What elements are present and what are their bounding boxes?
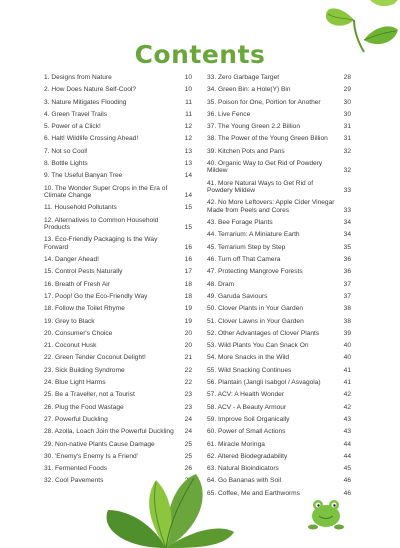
toc-entry-page: 11 — [185, 98, 192, 106]
toc-entry-title: 26. Plug the Food Wastage — [44, 403, 124, 411]
toc-entry — [207, 354, 351, 366]
toc-entry-page: 42 — [343, 391, 351, 399]
toc-entry-title: 50. Clover Plants in Your Garden — [207, 305, 304, 313]
toc-entry-title: 7. Not so Cool! — [44, 147, 88, 155]
toc-entry-title: 53. Wild Plants You Can Snack On — [207, 342, 309, 350]
toc-entry-title: 15. Control Pests Naturally — [44, 268, 123, 276]
toc-left-column — [44, 74, 192, 490]
toc-entry — [44, 441, 192, 453]
toc-entry-title: 63. Natural Bioindicators — [207, 465, 279, 473]
toc-entry-title: 22. Green Tender Coconut Delight! — [44, 354, 146, 362]
toc-entry-page: 30 — [343, 110, 351, 118]
toc-entry — [207, 111, 351, 123]
toc-entry-page: 43 — [343, 428, 351, 436]
toc-entry — [207, 416, 351, 428]
toc-entry-page: 16 — [184, 243, 192, 251]
toc-entry — [207, 74, 351, 86]
toc-entry-title: 65. Coffee, Me and Earthworms — [207, 489, 300, 497]
toc-entry-title: 37. The Young Green 2.2 Billion — [207, 123, 300, 131]
toc-entry — [44, 204, 192, 216]
toc-entry-page: 29 — [343, 86, 351, 94]
toc-entry-page: 14 — [184, 192, 192, 200]
toc-entry — [207, 293, 351, 305]
toc-entry-page: 30 — [343, 98, 351, 106]
toc-entry-page: 36 — [343, 268, 351, 276]
toc-entry-page: 21 — [184, 354, 192, 362]
toc-entry — [207, 318, 351, 330]
toc-entry-page: 37 — [343, 292, 351, 300]
toc-entry — [207, 86, 351, 98]
toc-entry — [44, 342, 192, 354]
toc-entry-title: 44. Terrarium: A Miniature Earth — [207, 231, 300, 239]
toc-entry-title: 38. The Power of the Young Green Billion — [207, 135, 328, 143]
toc-entry-title: 19. Grey to Black — [44, 317, 95, 325]
toc-entry — [44, 172, 192, 184]
toc-entry-title: 60. Power of Small Actions — [207, 428, 286, 436]
toc-entry-page: 46 — [343, 489, 351, 497]
toc-entry-page: 45 — [343, 465, 351, 473]
toc-entry — [207, 123, 351, 135]
toc-entry — [207, 135, 351, 147]
toc-entry-title: 17. Poop! Go the Eco-Friendly Way — [44, 292, 148, 300]
toc-entry-title: 11. Household Pollutants — [44, 204, 117, 212]
toc-entry — [207, 160, 351, 180]
toc-entry — [44, 379, 192, 391]
toc-entry-title: 35. Poison for One, Portion for Another — [207, 98, 321, 106]
toc-entry — [207, 404, 351, 416]
toc-entry-page: 34 — [343, 231, 351, 239]
toc-entry — [207, 305, 351, 317]
toc-entry — [44, 185, 192, 205]
toc-entry-page: 33 — [343, 187, 351, 195]
toc-entry-page: 12 — [184, 123, 192, 131]
toc-entry-page: 37 — [343, 280, 351, 288]
toc-entry-page: 41 — [343, 366, 351, 374]
toc-entry-page: 13 — [184, 160, 192, 168]
toc-entry-page: 20 — [184, 329, 192, 337]
toc-entry-page: 42 — [343, 403, 351, 411]
toc-entry-title: 36. Live Fence — [207, 110, 251, 118]
toc-entry — [207, 256, 351, 268]
toc-entry-title: 27. Powerful Duckling — [44, 415, 108, 423]
toc-entry-title: 47. Protecting Mangrove Forests — [207, 268, 303, 276]
toc-entry — [207, 453, 351, 465]
toc-entry-page: 18 — [184, 292, 192, 300]
toc-entry-page: 23 — [184, 391, 192, 399]
toc-entry-title: 4. Green Travel Trails — [44, 110, 108, 118]
toc-entry-title: 8. Bottle Lights — [44, 160, 88, 168]
toc-entry — [207, 330, 351, 342]
toc-entry-title: 25. Be a Traveller, not a Tourist — [44, 391, 135, 399]
toc-entry-page: 25 — [184, 440, 192, 448]
toc-entry — [44, 148, 192, 160]
toc-entry-title: 55. Wild Snacking Continues — [207, 366, 292, 374]
toc-entry-title: 42. No More Leftovers: Apple Cider Vinegar Made from Peels and Cores — [207, 199, 335, 214]
toc-entry-page: 15 — [184, 224, 192, 232]
toc-entry — [44, 217, 192, 237]
toc-entry-title: 30. 'Enemy's Enemy Is a Friend' — [44, 452, 138, 460]
toc-entry — [207, 180, 351, 200]
toc-entry — [207, 231, 351, 243]
toc-entry-title: 5. Power of a Click! — [44, 123, 101, 131]
toc-entry — [44, 74, 192, 86]
toc-entry — [44, 281, 192, 293]
toc-entry-title: 46. Turn off That Camera — [207, 256, 281, 264]
toc-entry-title: 64. Go Bananas with Soil — [207, 477, 282, 485]
toc-entry-title: 6. Halt! Wildlife Crossing Ahead! — [44, 135, 139, 143]
toc-entry-title: 40. Organic Way to Get Rid of Powdery Mildew — [207, 160, 323, 175]
toc-entry — [207, 244, 351, 256]
toc-entry-title: 18. Follow the Toilet Rhyme — [44, 305, 125, 313]
toc-entry-title: 31. Fermented Foods — [44, 465, 108, 473]
toc-entry-title: 12. Alternatives to Common Household Products — [44, 216, 159, 232]
toc-entry-page: 34 — [343, 219, 351, 227]
toc-entry-page: 32 — [343, 167, 351, 175]
toc-entry-title: 10. The Wonder Super Crops in the Era of Climate Change — [44, 184, 168, 200]
toc-entry-title: 20. Consumer's Choice — [44, 329, 113, 337]
toc-entry-title: 41. More Natural Ways to Get Rid of Powdery Mildew — [207, 179, 314, 195]
toc-entry-page: 11 — [185, 110, 192, 118]
toc-entry — [44, 123, 192, 135]
toc-entry-title: 28. Azolla, Loach Join the Powerful Duckling — [44, 428, 174, 436]
toc-entry-title: 57. ACV: A Health Wonder — [207, 391, 284, 399]
toc-entry-title: 48. Dram — [207, 280, 235, 288]
toc-entry-page: 41 — [343, 379, 351, 387]
toc-entry-title: 23. Sick Building Syndrome — [44, 366, 125, 374]
toc-entry-page: 40 — [343, 342, 351, 350]
toc-entry — [207, 379, 351, 391]
toc-entry — [207, 199, 351, 219]
toc-entry — [44, 160, 192, 172]
toc-entry-page: 22 — [184, 366, 192, 374]
toc-entry-page: 32 — [343, 147, 351, 155]
toc-entry-title: 43. Bee Forage Plants — [207, 219, 273, 227]
toc-entry-page: 46 — [343, 477, 351, 485]
toc-entry-title: 16. Breath of Fresh Air — [44, 280, 110, 288]
toc-entry-page: 31 — [343, 123, 351, 131]
toc-entry — [207, 281, 351, 293]
toc-entry-page: 20 — [184, 342, 192, 350]
toc-entry-title: 1. Designs from Nature — [44, 74, 112, 81]
toc-entry-title: 56. Plantain (Jangli Isabgol / Asvagola) — [207, 379, 321, 387]
toc-entry — [207, 219, 351, 231]
toc-entry-page: 33 — [343, 206, 351, 214]
toc-entry-page: 10 — [184, 74, 192, 81]
toc-entry — [44, 99, 192, 111]
toc-entry-page: 23 — [184, 403, 192, 411]
toc-entry-page: 19 — [184, 305, 192, 313]
frog-illustration — [304, 494, 348, 532]
toc-entry — [44, 354, 192, 366]
toc-entry-page: 36 — [343, 256, 351, 264]
toc-entry-page: 14 — [184, 172, 192, 180]
toc-entry-page: 43 — [343, 415, 351, 423]
toc-entry — [207, 148, 351, 160]
toc-entry-title: 59. Improve Soil Organically — [207, 415, 290, 423]
toc-entry-title: 29. Non-native Plants Cause Damage — [44, 440, 155, 448]
toc-entry-page: 28 — [343, 74, 351, 81]
toc-entry — [44, 111, 192, 123]
toc-entry-page: 13 — [184, 147, 192, 155]
toc-entry — [44, 236, 192, 256]
toc-entry-title: 33. Zero Garbage Target — [207, 74, 280, 81]
toc-entry-title: 49. Garuda Saviours — [207, 292, 268, 300]
toc-entry-title: 21. Coconut Husk — [44, 342, 97, 350]
toc-entry — [44, 256, 192, 268]
page-title: Contents — [134, 40, 266, 69]
toc-entry-page: 26 — [184, 465, 192, 473]
toc-entry — [44, 391, 192, 403]
toc-entry-page: 39 — [343, 329, 351, 337]
toc-entry-page: 35 — [343, 243, 351, 251]
toc-entry-page: 44 — [343, 440, 351, 448]
toc-entry — [44, 367, 192, 379]
toc-entry-page: 18 — [184, 280, 192, 288]
toc-entry-page: 22 — [184, 379, 192, 387]
leaves-illustration-bottom — [96, 470, 236, 548]
toc-entry-page: 19 — [184, 317, 192, 325]
toc-entry-page: 38 — [343, 317, 351, 325]
toc-entry-page: 40 — [343, 354, 351, 362]
toc-entry-title: 61. Miracle Moringa — [207, 440, 265, 448]
toc-entry-page: 25 — [184, 452, 192, 460]
toc-entry — [44, 318, 192, 330]
toc-entry — [44, 404, 192, 416]
toc-entry-page: 15 — [184, 204, 192, 212]
toc-entry-title: 24. Blue Light Harms — [44, 379, 106, 387]
toc-entry-title: 34. Green Bin: a Hole(Y) Bin — [207, 86, 291, 94]
toc-entry — [44, 330, 192, 342]
toc-entry — [44, 135, 192, 147]
toc-entry — [207, 268, 351, 280]
toc-entry-title: 9. The Useful Banyan Tree — [44, 172, 123, 180]
toc-entry-title: 51. Clover Lawns in Your Garden — [207, 317, 304, 325]
toc-entry-page: 12 — [184, 135, 192, 143]
toc-entry-title: 32. Cool Pavements — [44, 477, 104, 485]
toc-entry-title: 52. Other Advantages of Clover Plants — [207, 329, 320, 337]
toc-entry-title: 2. How Does Nature Self-Cool? — [44, 86, 136, 94]
toc-entry — [207, 391, 351, 403]
toc-entry-page: 24 — [184, 428, 192, 436]
toc-entry — [207, 428, 351, 440]
toc-entry-page: 38 — [343, 305, 351, 313]
toc-entry-page: 10 — [184, 86, 192, 94]
toc-entry-page: 31 — [343, 135, 351, 143]
toc-entry-title: 13. Eco-Friendly Packaging Is the Way Forward — [44, 236, 158, 251]
toc-entry-page: 16 — [184, 256, 192, 264]
toc-entry — [44, 86, 192, 98]
toc-entry — [207, 99, 351, 111]
toc-entry — [207, 342, 351, 354]
toc-entry — [44, 305, 192, 317]
toc-entry-title: 14. Danger Ahead! — [44, 256, 99, 264]
toc-entry-title: 45. Terrarium Step by Step — [207, 243, 286, 251]
toc-entry — [44, 268, 192, 280]
toc-entry-title: 3. Nature Mitigates Flooding — [44, 98, 127, 106]
toc-entry — [207, 367, 351, 379]
toc-entry-title: 58. ACV - A Beauty Armour — [207, 403, 287, 411]
toc-entry — [44, 416, 192, 428]
toc-entry — [44, 453, 192, 465]
toc-entry-page: 24 — [184, 415, 192, 423]
toc-entry-title: 62. Altered Biodegradability — [207, 452, 288, 460]
toc-entry — [44, 428, 192, 440]
toc-entry-title: 54. More Snacks in the Wild — [207, 354, 290, 362]
toc-entry-page: 44 — [343, 452, 351, 460]
toc-right-column — [207, 74, 351, 502]
toc-entry-page: 17 — [184, 268, 192, 276]
toc-entry — [44, 293, 192, 305]
toc-entry — [207, 441, 351, 453]
toc-entry-title: 39. Kitchen Pots and Pans — [207, 147, 285, 155]
